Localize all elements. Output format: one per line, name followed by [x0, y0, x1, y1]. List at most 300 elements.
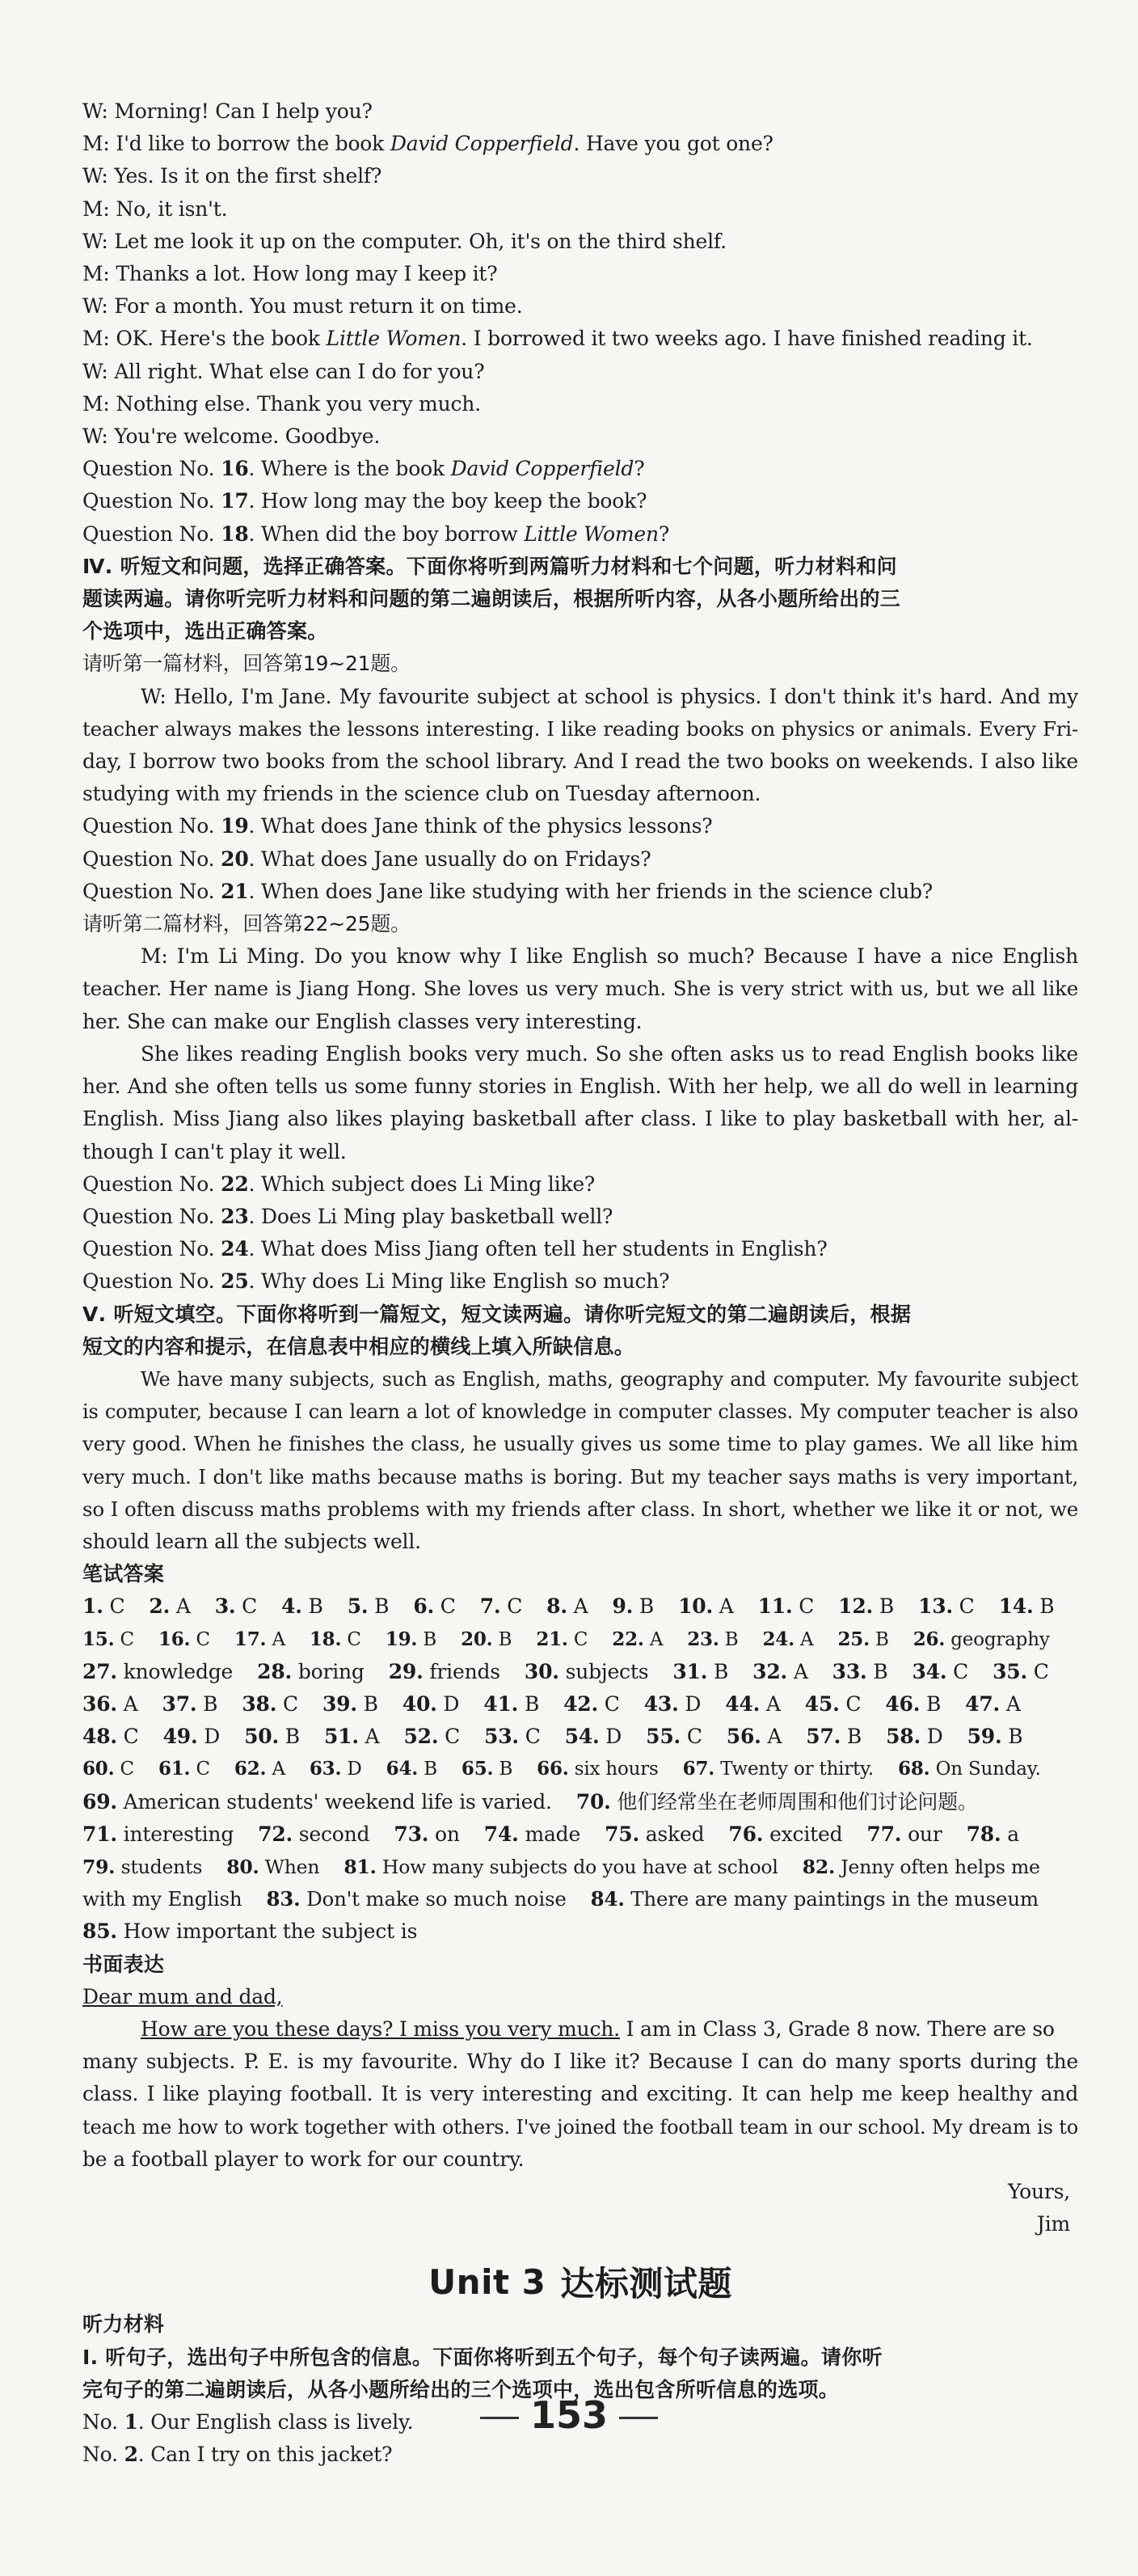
answer-item — [886, 1721, 943, 1753]
answer-item — [678, 1590, 734, 1623]
question-text: Why does Li Ming like English so much? — [261, 1269, 670, 1294]
answer-value: B — [374, 1594, 390, 1619]
passage-li-ming-line: though I can't play it well. — [82, 1139, 347, 1163]
answer-value: C — [799, 1594, 815, 1619]
answer-number: 13. — [918, 1594, 953, 1619]
sentence-prefix: No. — [82, 2443, 118, 2467]
answer-number: 70. — [575, 1789, 611, 1814]
answer-number: 41. — [483, 1691, 519, 1716]
answer-item — [683, 1753, 874, 1785]
answer-item — [82, 1590, 124, 1623]
answer-number: 78. — [966, 1822, 1001, 1846]
answer-number: 2. — [149, 1594, 171, 1619]
speaker-label: M — [82, 327, 103, 351]
speaker-label: M — [82, 132, 103, 156]
answer-value: A — [767, 1725, 782, 1749]
answer-number: 1. — [82, 1594, 103, 1619]
answer-number: 15. — [82, 1628, 115, 1650]
question-number: 25 — [221, 1269, 249, 1294]
answer-value: subjects — [565, 1659, 649, 1683]
answer-item — [234, 1753, 285, 1785]
unit-3-instruction-line2: 完句子的第二遍朗读后，从各小题所给出的三个选项中，选出包含所听信息的选项。 — [82, 2377, 840, 2401]
answer-number: 80. — [226, 1855, 259, 1878]
answer-number: 7. — [479, 1594, 501, 1619]
answer-value: on — [435, 1822, 460, 1846]
passage-li-ming-line: English. Miss Jiang also likes playing basketball after class. I like to play basketball with her, al- — [82, 1107, 1078, 1131]
answer-value: C — [283, 1691, 298, 1716]
speaker-label: M — [82, 196, 103, 221]
answer-value: How many subjects do you have at school — [381, 1855, 778, 1878]
speaker-label: M — [82, 262, 103, 286]
answer-value: C — [604, 1691, 620, 1716]
passage-subjects-line: so I often discuss maths problems with my friends after class. In short, whether we like it or not, we — [82, 1497, 1078, 1521]
letter-closing: Yours, — [1007, 2180, 1070, 2203]
answer-value: C — [445, 1725, 461, 1749]
answer-value: C — [120, 1628, 134, 1650]
letter-line-1 — [82, 2013, 1078, 2046]
answer-value: friends — [429, 1659, 500, 1683]
section-4-instruction-line3: 个选项中，选出正确答案。 — [82, 619, 328, 644]
answer-value: A — [123, 1691, 138, 1716]
answer-number: 22. — [612, 1628, 644, 1650]
unit-3-sentence: No. 1. Our English class is lively. — [82, 2410, 414, 2435]
answer-value: D — [926, 1725, 943, 1749]
speaker-label: W — [82, 229, 102, 253]
answer-number: 82. — [802, 1855, 835, 1878]
answer-item — [162, 1688, 218, 1721]
answer-number: 20. — [461, 1628, 493, 1650]
section-5-instruction-line2: 短文的内容和提示，在信息表中相应的横线上填入所缺信息。 — [82, 1334, 635, 1358]
answer-number: 28. — [257, 1659, 293, 1683]
answer-item — [728, 1818, 842, 1851]
answer-number: 69. — [82, 1789, 117, 1814]
answer-item — [257, 1656, 365, 1688]
unit-3-heading: 听力材料 — [82, 2312, 165, 2337]
question-text: What does Miss Jiang often tell her students in English? — [261, 1237, 828, 1261]
answer-row — [82, 1851, 1078, 1883]
dialogue-line: W: You're welcome. Goodbye. — [82, 424, 381, 449]
answer-item — [215, 1590, 257, 1623]
answer-number: 83. — [266, 1887, 301, 1911]
answer-value: Don't make so much noise — [306, 1887, 567, 1911]
answer-item — [324, 1721, 380, 1753]
answer-value: B — [724, 1628, 739, 1650]
answer-value: C — [686, 1725, 702, 1749]
answer-value: When — [264, 1855, 320, 1878]
dialogue-line: W: All right. What else can I do for you? — [82, 359, 485, 383]
passage-subjects-line: is computer, because I can learn a lot of knowledge in computer classes. My computer teacher is also — [82, 1400, 1078, 1424]
answer-value: Jenny often helps me — [841, 1855, 1040, 1878]
dialogue-text: All right. What else can I do for you? — [114, 359, 485, 383]
answer-item — [803, 1851, 1040, 1883]
answer-value: interesting — [123, 1822, 234, 1846]
answer-number: 26. — [913, 1628, 946, 1650]
question-text-end: ? — [658, 522, 670, 546]
question-text: Which subject does Li Ming like? — [261, 1172, 596, 1196]
dialogue-line: M: Thanks a lot. How long may I keep it? — [82, 262, 498, 286]
dialogue-text: You're welcome. Goodbye. — [114, 424, 381, 449]
answer-item — [484, 1818, 580, 1851]
answer-item — [725, 1688, 781, 1721]
answer-value: C — [196, 1628, 210, 1650]
answer-number: 81. — [344, 1855, 377, 1878]
answer-row — [82, 1624, 1078, 1656]
answer-number: 29. — [388, 1659, 424, 1683]
answer-item — [242, 1688, 298, 1721]
answer-number: 68. — [898, 1758, 930, 1780]
answer-value: A — [272, 1628, 285, 1650]
passage-subjects-line: We have many subjects, such as English, maths, geography and computer. My favourite subject — [141, 1367, 1078, 1391]
section-5-instruction-line1: Ⅴ. 听短文填空。下面你将听到一篇短文，短文读两遍。请你听完短文的第二遍朗读后，根据 — [82, 1302, 912, 1326]
answer-number: 71. — [82, 1822, 117, 1846]
answer-item — [563, 1688, 620, 1721]
question-prefix: Question No. — [82, 1269, 215, 1294]
answer-item — [322, 1688, 378, 1721]
answer-value: On Sunday. — [935, 1759, 1041, 1780]
answer-item — [612, 1624, 663, 1656]
answer-item — [82, 1851, 202, 1883]
dialogue-text: OK. Here's the book — [116, 327, 327, 351]
passage-subjects-line: very much. I don't like maths because maths is boring. But my teacher says maths is very important, — [82, 1465, 1078, 1489]
speaker-label: W — [82, 164, 102, 188]
answer-number: 33. — [832, 1659, 867, 1683]
answer-value: C — [953, 1659, 969, 1683]
sentence-text: Can I try on this jacket? — [150, 2443, 393, 2467]
answer-item — [82, 1786, 552, 1818]
answer-value: A — [719, 1594, 734, 1619]
answer-item — [281, 1590, 323, 1623]
answer-number: 67. — [682, 1758, 715, 1780]
answer-value: C — [507, 1594, 523, 1619]
answer-value: C — [440, 1594, 456, 1619]
letter-line-2: many subjects. P. E. is my favourite. Why do I like it? Because I can do many sports during the — [82, 2050, 1078, 2074]
answer-item — [763, 1624, 814, 1656]
question-list-16-18 — [82, 453, 1078, 551]
answer-number: 38. — [242, 1691, 277, 1716]
dialogue-text: I'd like to borrow the book — [116, 132, 390, 156]
answer-item — [82, 1883, 242, 1915]
answer-item — [461, 1624, 512, 1656]
book-title: Little Women — [326, 327, 462, 351]
answer-value: geography — [950, 1628, 1050, 1650]
answer-number: 57. — [806, 1725, 841, 1749]
answer-number: 40. — [402, 1691, 437, 1716]
answer-item — [344, 1851, 778, 1883]
answer-value: A — [793, 1659, 808, 1683]
answer-item — [462, 1753, 512, 1785]
speaker-label: M — [82, 391, 103, 416]
answer-item — [727, 1721, 782, 1753]
answer-value: C — [525, 1725, 541, 1749]
answer-value: B — [363, 1691, 378, 1716]
question-text: Where is the book — [261, 457, 451, 481]
question-prefix: Question No. — [82, 1172, 215, 1196]
answer-value: Twenty or thirty. — [720, 1759, 875, 1780]
answer-item — [913, 1656, 969, 1688]
dialogue-line: M: Nothing else. Thank you very much. — [82, 391, 481, 416]
question-line: Question No. 25. Why does Li Ming like English so much? — [82, 1269, 670, 1294]
answer-number: 19. — [385, 1628, 418, 1650]
answer-item — [82, 1818, 234, 1851]
answer-item — [310, 1753, 362, 1785]
answer-number: 53. — [484, 1725, 519, 1749]
answer-row — [82, 1753, 1078, 1785]
unit-3-sentence: No. 2. Can I try on this jacket? — [82, 2443, 393, 2467]
answer-item — [403, 1721, 460, 1753]
answer-number: 49. — [162, 1725, 198, 1749]
answer-row — [82, 1656, 1078, 1688]
answer-value: D — [443, 1691, 460, 1716]
question-prefix: Question No. — [82, 489, 215, 513]
answer-value: C — [109, 1594, 125, 1619]
question-line: Question No. 20. What does Jane usually do on Fridays? — [82, 847, 651, 871]
answer-item — [837, 1624, 888, 1656]
question-line: Question No. 21. When does Jane like studying with her friends in the science club? — [82, 879, 933, 903]
answer-item — [866, 1818, 942, 1851]
passage-li-ming-line: her. And she often tells us some funny stories in English. With her help, we all do well in learning — [82, 1075, 1078, 1099]
speaker-label: W — [82, 294, 102, 319]
answer-number: 21. — [536, 1628, 568, 1650]
answer-item — [993, 1656, 1049, 1688]
book-title: David Copperfield — [390, 132, 574, 156]
answer-item — [403, 1688, 460, 1721]
question-line: Question No. 18. When did the boy borrow Little Women? — [82, 522, 670, 546]
question-line: Question No. 16. Where is the book David Copperfield? — [82, 457, 645, 481]
answer-value: six hours — [574, 1759, 659, 1780]
question-text: Does Li Ming play basketball well? — [261, 1204, 613, 1228]
answer-number: 76. — [728, 1822, 764, 1846]
page-number-left-dash — [480, 2417, 519, 2419]
passage-li-ming-paragraph-2 — [82, 1038, 1078, 1168]
question-prefix: Question No. — [82, 457, 215, 481]
answer-value: A — [365, 1725, 380, 1749]
unit-3-title-cn: 达标测试题 — [560, 2264, 732, 2304]
answer-number: 32. — [752, 1659, 788, 1683]
question-number: 22 — [221, 1172, 249, 1196]
page-content — [82, 95, 1078, 2471]
answer-row — [82, 1786, 1078, 1818]
question-line: Question No. 17. How long may the boy keep the book? — [82, 489, 647, 513]
answer-value: B — [498, 1628, 512, 1650]
dialogue-line: M: I'd like to borrow the book David Copperfield. Have you got one? — [82, 132, 773, 156]
answer-number: 18. — [309, 1628, 342, 1650]
answer-value: American students' weekend life is varied. — [123, 1789, 552, 1814]
dialogue-text: . I borrowed it two weeks ago. I have finished reading it. — [461, 327, 1033, 351]
answer-value: 他们经常坐在老师周围和他们讨论问题。 — [617, 1789, 978, 1814]
answer-item — [898, 1753, 1041, 1785]
answer-number: 9. — [612, 1594, 634, 1619]
answer-value: B — [713, 1659, 729, 1683]
unit-3-instruction-line1: Ⅰ. 听句子，选出句子中所包含的信息。下面你将听到五个句子，每个句子读两遍。请你听 — [82, 2345, 883, 2369]
answer-number: 11. — [757, 1594, 793, 1619]
answer-number: 62. — [234, 1758, 267, 1780]
sentence-prefix: No. — [82, 2410, 118, 2435]
question-text-end: ? — [634, 457, 645, 481]
answer-item — [484, 1721, 541, 1753]
answer-number: 8. — [546, 1594, 567, 1619]
answer-item — [536, 1624, 588, 1656]
answer-value: C — [347, 1628, 361, 1650]
page-number-text: 153 — [529, 2393, 609, 2437]
answer-value: knowledge — [123, 1659, 234, 1683]
dialogue-text: . Have you got one? — [573, 132, 773, 156]
passage-jane-line: day, I borrow two books from the school library. And I read the two books on weekends. I also like — [82, 750, 1078, 774]
answer-value: A — [649, 1628, 664, 1650]
question-number: 20 — [221, 847, 249, 871]
passage-li-ming-line: She likes reading English books very much. So she often asks us to read English books like — [141, 1041, 1078, 1066]
answer-number: 27. — [82, 1659, 117, 1683]
answer-item — [576, 1786, 978, 1818]
dialogue-line: M: No, it isn't. — [82, 196, 228, 221]
answers-heading: 笔试答案 — [82, 1562, 165, 1586]
answer-number: 51. — [323, 1725, 359, 1749]
book-title: David Copperfield — [450, 457, 634, 481]
answer-item — [394, 1818, 459, 1851]
dialogue-line: M: OK. Here's the book Little Women. I borrowed it two weeks ago. I have finished reading it. — [82, 327, 1033, 351]
section-4-instruction-line1: Ⅳ. 听短文和问题，选择正确答案。下面你将听到两篇听力材料和七个问题，听力材料和问 — [82, 554, 897, 578]
answer-number: 14. — [998, 1594, 1034, 1619]
answer-item — [266, 1883, 566, 1915]
section-4-material-1-heading: 请听第一篇材料，回答第19~21题。 — [82, 652, 411, 676]
answer-value: B — [203, 1691, 218, 1716]
answer-item — [386, 1753, 437, 1785]
answer-row — [82, 1688, 1078, 1721]
answer-value: B — [846, 1725, 862, 1749]
question-prefix: Question No. — [82, 1204, 215, 1228]
page-number — [0, 2393, 1138, 2437]
answer-item — [537, 1753, 658, 1785]
answer-item — [967, 1818, 1019, 1851]
dialogue-text: Let me look it up on the computer. Oh, it's on the third shelf. — [114, 229, 727, 253]
answer-value: C — [196, 1759, 210, 1780]
answer-item — [413, 1590, 455, 1623]
answer-value: A — [175, 1594, 191, 1619]
answer-number: 24. — [762, 1628, 794, 1650]
question-prefix: Question No. — [82, 522, 215, 546]
letter-underlined-opening: How are you these days? I miss you very much. — [141, 2016, 620, 2041]
question-line: Question No. 19. What does Jane think of the physics lessons? — [82, 814, 713, 838]
answer-item — [82, 1656, 233, 1688]
dialogue-text: Yes. Is it on the first shelf? — [114, 164, 382, 188]
answer-number: 36. — [82, 1691, 117, 1716]
answer-value: B — [925, 1691, 942, 1716]
dialogue-text: For a month. You must return it on time. — [114, 294, 523, 319]
answer-number: 58. — [886, 1725, 921, 1749]
question-number: 18 — [221, 522, 249, 546]
answer-item — [646, 1721, 702, 1753]
answer-item — [82, 1688, 138, 1721]
passage-jane-line: W: Hello, I'm Jane. My favourite subject at school is physics. I don't think it's hard. And my — [141, 684, 1078, 708]
answer-value: B — [879, 1594, 894, 1619]
answer-item — [965, 1688, 1021, 1721]
answer-item — [999, 1590, 1055, 1623]
answer-value: A — [800, 1628, 814, 1650]
sentence-number: 1 — [124, 2410, 138, 2435]
answer-value: second — [298, 1822, 370, 1846]
answer-item — [885, 1688, 941, 1721]
answer-value: B — [424, 1759, 437, 1780]
answer-item — [805, 1688, 862, 1721]
passage-subjects-line: very good. When he finishes the class, he usually gives us some time to play games. We all like him — [82, 1432, 1078, 1456]
passage-li-ming-line: M: I'm Li Ming. Do you know why I like English so much? Because I have a nice English — [141, 944, 1078, 969]
question-text: When does Jane like studying with her friends in the science club? — [261, 879, 933, 903]
dialogue-text: Morning! Can I help you? — [114, 99, 373, 123]
answer-value: A — [272, 1759, 285, 1780]
answer-value: B — [875, 1628, 889, 1650]
dialogue-text: Nothing else. Thank you very much. — [116, 391, 481, 416]
passage-subjects — [82, 1363, 1078, 1558]
answer-item — [525, 1656, 648, 1688]
answer-value: C — [123, 1725, 139, 1749]
dialogue-line: W: Morning! Can I help you? — [82, 99, 373, 123]
answer-value: B — [1008, 1725, 1023, 1749]
answer-value: a — [1007, 1822, 1019, 1846]
answer-value: How important the subject is — [123, 1919, 418, 1944]
answer-value: B — [1039, 1594, 1055, 1619]
answer-value: A — [573, 1594, 588, 1619]
answer-value: D — [685, 1691, 702, 1716]
answer-value: excited — [769, 1822, 843, 1846]
question-line: Question No. 23. Does Li Ming play basketball well? — [82, 1204, 613, 1228]
answer-key — [82, 1590, 1078, 1948]
dialogue-library — [82, 95, 1078, 453]
answer-number: 30. — [524, 1659, 559, 1683]
answer-number: 3. — [214, 1594, 236, 1619]
passage-subjects-line: should learn all the subjects well. — [82, 1529, 421, 1553]
answer-number: 63. — [309, 1758, 342, 1780]
section-4-instruction-line2: 题读两遍。请你听完听力材料和问题的第二遍朗读后，根据所听内容，从各小题所给出的三 — [82, 587, 901, 611]
question-number: 19 — [221, 814, 249, 838]
answer-item — [310, 1624, 361, 1656]
question-number: 24 — [221, 1237, 249, 1261]
passage-jane — [82, 681, 1078, 811]
question-list-22-25 — [82, 1168, 1078, 1299]
letter-signature: Jim — [1036, 2212, 1070, 2236]
answer-value: C — [573, 1628, 588, 1650]
passage-jane-line: teacher always makes the lessons interesting. I like reading books on physics or animals. Every Fri- — [82, 716, 1078, 741]
letter-line-5: be a football player to work for our country. — [82, 2147, 525, 2171]
answer-value: students — [120, 1855, 203, 1878]
answer-number: 65. — [461, 1758, 494, 1780]
answer-value: A — [765, 1691, 781, 1716]
writing-heading: 书面表达 — [82, 1952, 165, 1976]
answer-number: 77. — [866, 1822, 902, 1846]
question-list-19-21 — [82, 810, 1078, 908]
answer-item — [752, 1656, 808, 1688]
answer-number: 37. — [162, 1691, 197, 1716]
answer-number: 35. — [993, 1659, 1027, 1683]
answer-number: 52. — [403, 1725, 439, 1749]
sentence-text: Our English class is lively. — [150, 2410, 414, 2435]
answer-value: our — [908, 1822, 942, 1846]
answer-item — [158, 1624, 210, 1656]
dialogue-line: W: For a month. You must return it on time. — [82, 294, 523, 319]
answer-number: 66. — [537, 1758, 569, 1780]
dialogue-text: No, it isn't. — [116, 196, 228, 221]
answer-number: 4. — [281, 1594, 302, 1619]
answer-value: B — [308, 1594, 323, 1619]
question-prefix: Question No. — [82, 879, 215, 903]
unit-3-title — [82, 2255, 1078, 2308]
answer-value: C — [120, 1759, 134, 1780]
answer-number: 43. — [643, 1691, 679, 1716]
dialogue-line: W: Yes. Is it on the first shelf? — [82, 164, 382, 188]
letter-line-3: class. I like playing football. It is very interesting and exciting. It can help me keep healthy and — [82, 2082, 1078, 2106]
answer-item — [672, 1656, 728, 1688]
answer-number: 64. — [386, 1758, 419, 1780]
answer-item — [832, 1656, 888, 1688]
answer-value: made — [525, 1822, 581, 1846]
